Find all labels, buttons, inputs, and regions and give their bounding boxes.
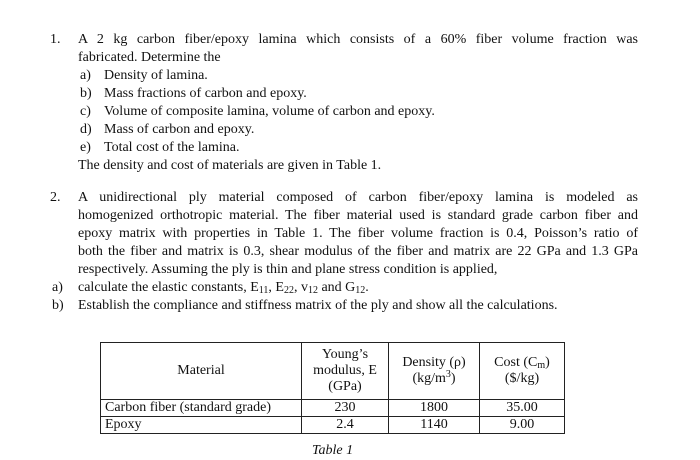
item-text: Volume of composite lamina, volume of carbon and epoxy. (104, 104, 435, 119)
question-1-number: 1. (50, 32, 61, 47)
item-text: calculate the elastic constants, $E_{11}$, $E_{22}$, $v_{12}$ and $G_{12}$. (78, 280, 369, 296)
item-label: a) (52, 280, 63, 295)
item-text: Mass fractions of carbon and epoxy. (104, 86, 307, 101)
item-label: e) (80, 140, 91, 155)
table-row (101, 417, 565, 434)
question-1-note: The density and cost of materials are given in Table 1. (78, 158, 382, 173)
question-2-line-5: respectively. Assuming the ply is thin and plane stress condition is applied, (78, 262, 498, 277)
cell-density: 1800 (389, 400, 480, 417)
question-1-intro-line-1: A 2 kg carbon fiber/epoxy lamina which consists of a 60% fiber volume fraction was (78, 32, 638, 47)
cell-modulus: 2.4 (302, 417, 389, 434)
item-label: c) (80, 104, 91, 119)
header-cost: Cost $(C_m)$ ($/kg) (480, 343, 565, 400)
question-2-line-1: A unidirectional ply material composed of carbon fiber/epoxy lamina is modeled as (78, 190, 638, 205)
header-youngs-modulus: Young’s modulus, E (GPa) (302, 343, 389, 400)
question-2-line-2: homogenized orthotropic material. The fiber material used is standard grade carbon fiber and (78, 208, 638, 223)
item-label: d) (80, 122, 92, 137)
table-caption: Table 1 (312, 443, 354, 458)
cell-modulus: 230 (302, 400, 389, 417)
item-text: Density of lamina. (104, 68, 208, 83)
cell-cost: 9.00 (480, 417, 565, 434)
question-1-intro-line-2: fabricated. Determine the (78, 50, 221, 65)
item-text: Mass of carbon and epoxy. (104, 122, 255, 137)
item-label: a) (80, 68, 91, 83)
cell-cost: 35.00 (480, 400, 565, 417)
cell-material: Epoxy (101, 417, 302, 434)
cell-density: 1140 (389, 417, 480, 434)
header-density: Density (ρ) $(kg/m^3)$ (389, 343, 480, 400)
item-label: b) (52, 298, 64, 313)
materials-table (100, 342, 565, 434)
table-header-row (101, 343, 565, 400)
cell-material: Carbon fiber (standard grade) (101, 400, 302, 417)
item-label: b) (80, 86, 92, 101)
item-text: Total cost of the lamina. (104, 140, 240, 155)
question-2-number: 2. (50, 190, 61, 205)
item-text: Establish the compliance and stiffness matrix of the ply and show all the calculations. (78, 298, 558, 313)
question-2-line-3: epoxy matrix with properties in Table 1. The fiber volume fraction is 0.4, Poisson’s ratio of (78, 226, 638, 241)
table-row (101, 400, 565, 417)
header-material: Material (101, 343, 302, 400)
question-2-line-4: both the fiber and matrix is 0.3, shear modulus of the fiber and matrix are 22 GPa and 1.3 GPa (78, 244, 638, 259)
